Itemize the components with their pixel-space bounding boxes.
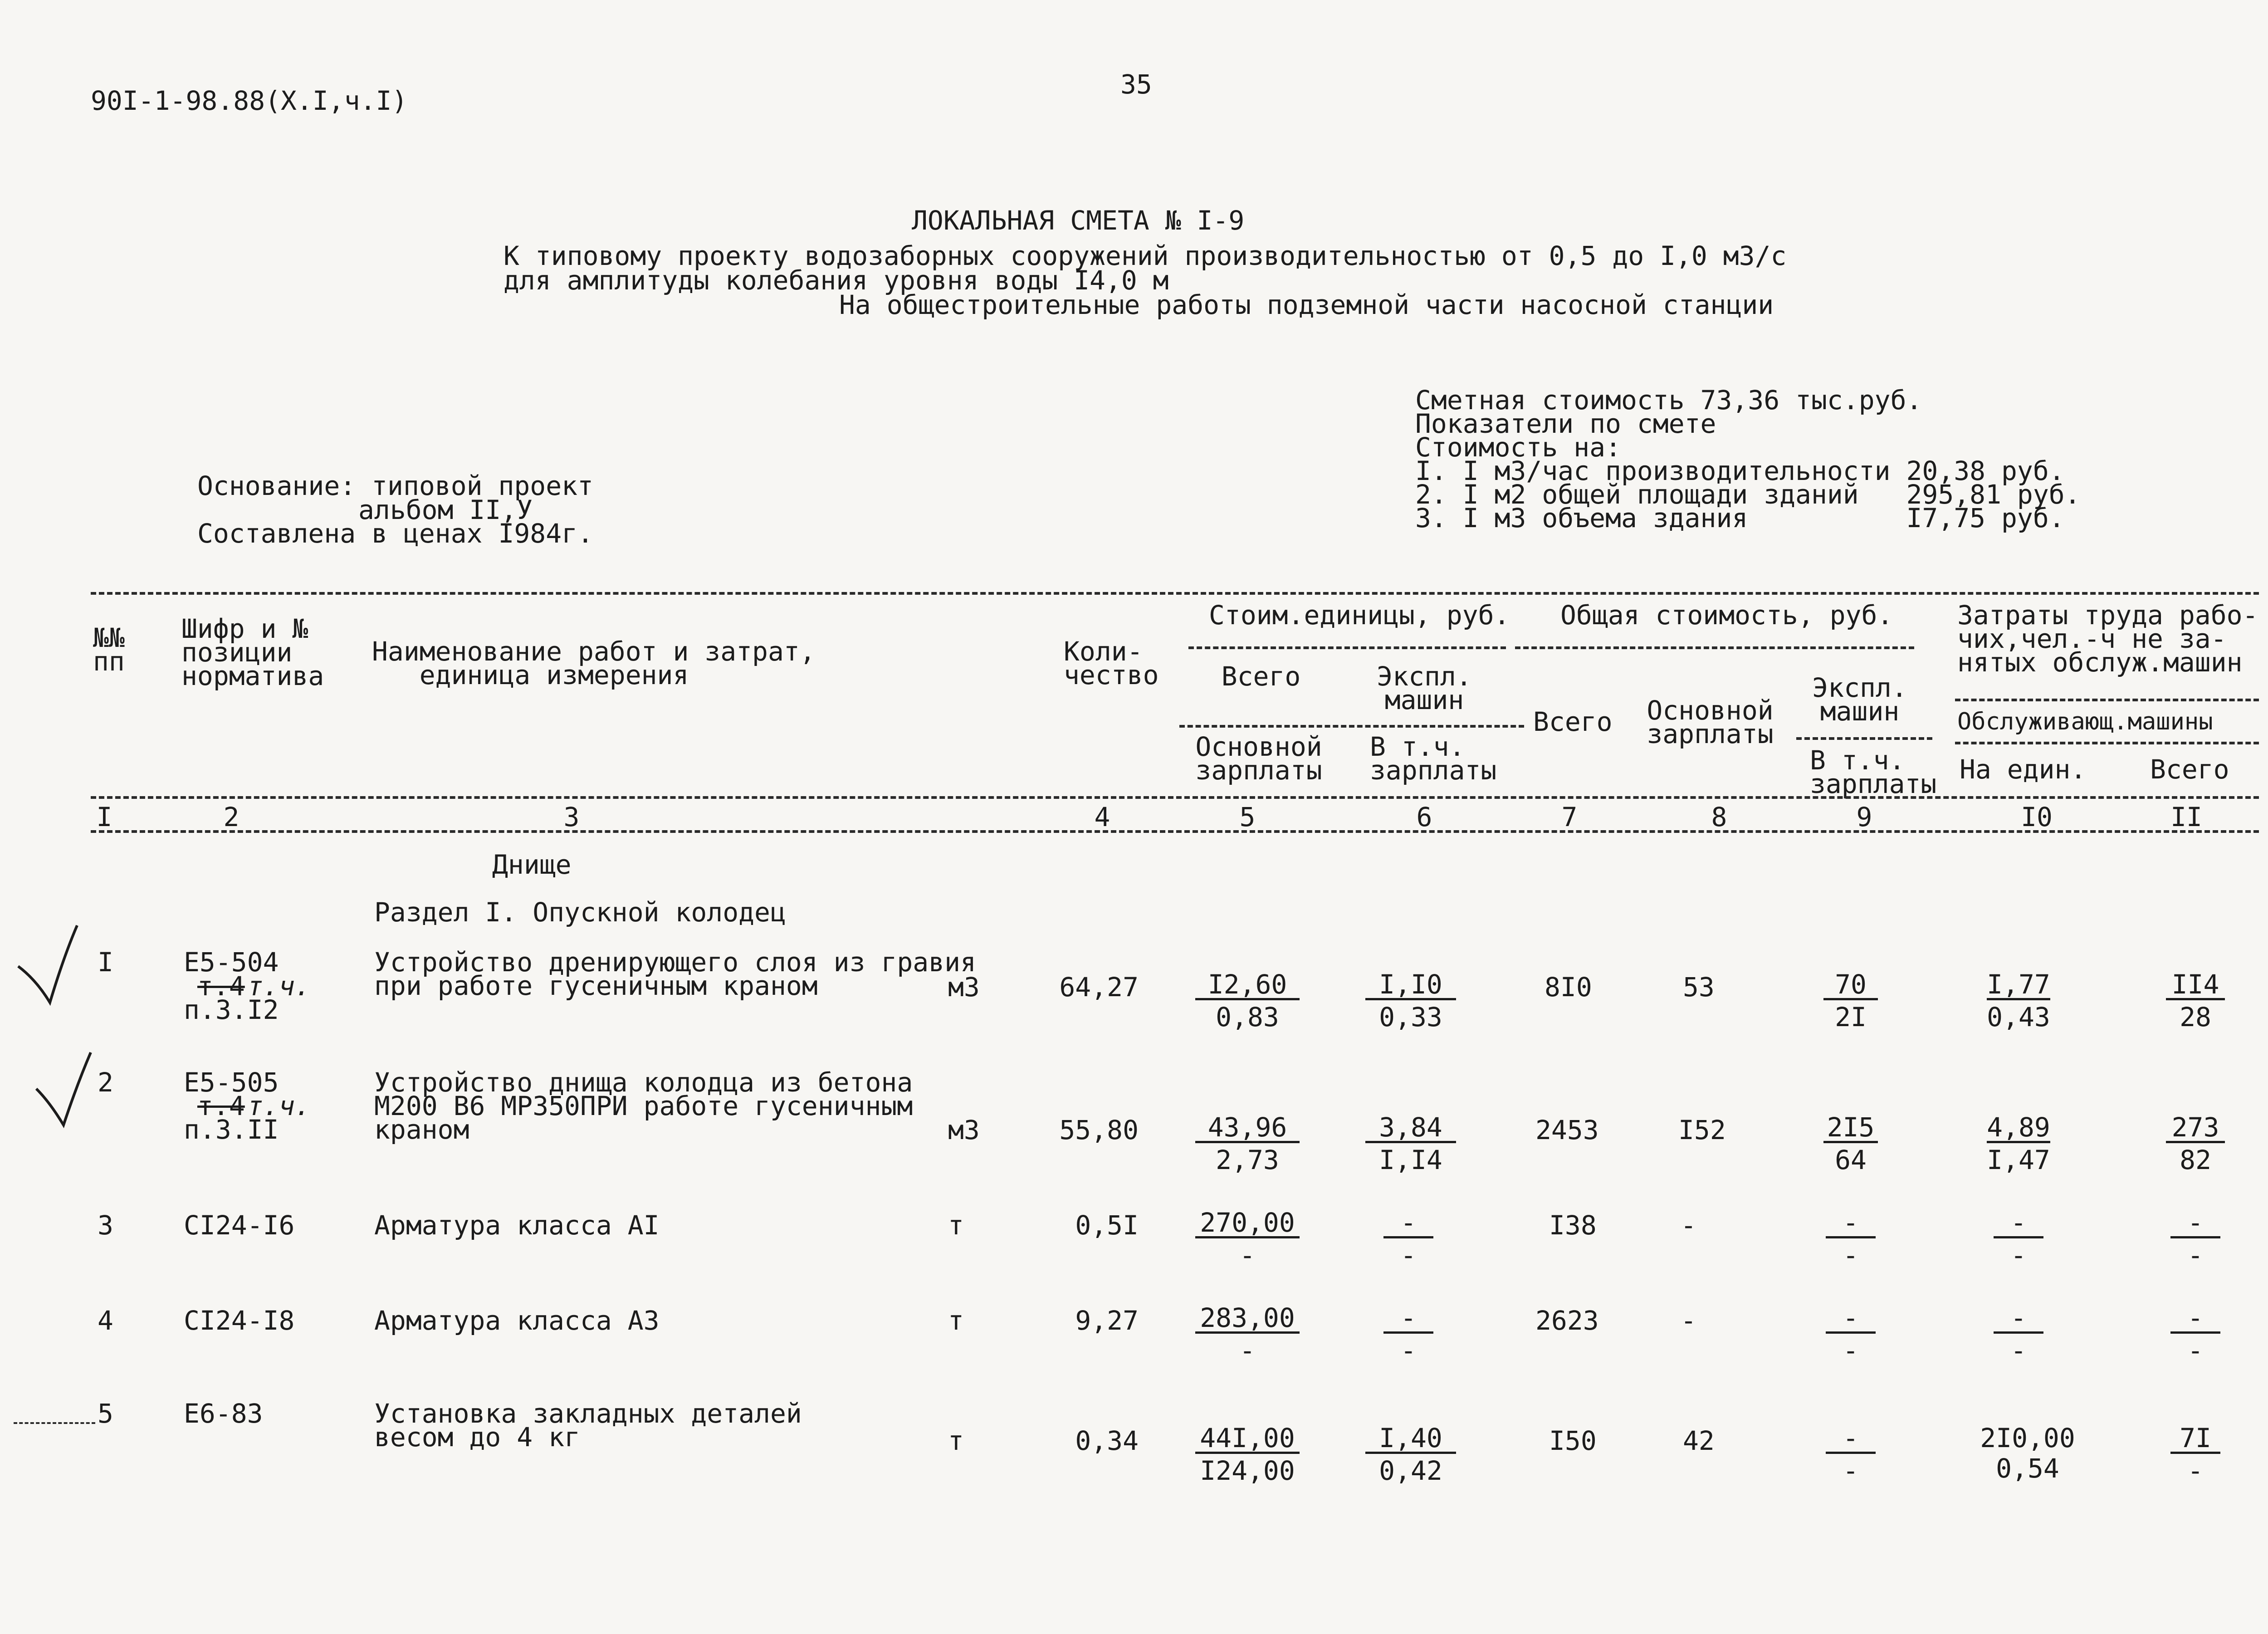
total-cost: I50 [1549,1425,1597,1456]
page-number: 35 [1120,69,1152,100]
estimate-line-3: Стоимость на: [1415,432,1621,463]
col-header-unit-total: Всего [1221,661,1301,692]
row-unit: т [948,1425,964,1456]
col-header-total-machines: Экспл. машин [1812,672,1907,727]
row-code: СI24-I8 [184,1305,295,1336]
row-quantity: 0,34 [1075,1425,1139,1456]
labor-total: - - [2170,1209,2220,1266]
col-header-labor: Затраты труда рабо- чих,чел.-ч не за- нятых обслуж.машин [1957,600,2258,678]
col-header-total-cost: Общая стоимость, руб. [1560,600,1893,631]
labor-per-unit: $\frac{I,77}{0,43}$ [1987,969,2050,1032]
total-machines: - - [1826,1209,1876,1266]
col-number-2: 2 [223,802,240,832]
col-number-6: 6 [1416,802,1432,832]
row-unit: т [948,1305,964,1336]
total-base-salary: I52 [1678,1115,1726,1145]
col-number-11: II [2170,802,2202,832]
row-quantity: 0,5I [1075,1210,1139,1241]
labor-total: $\frac{273}{82}$ [2166,1114,2225,1170]
basis-line-3: Составлена в ценах I984г. [197,518,593,549]
row-code: Е5-504 [184,947,279,978]
unit-cost-total: $\frac{I2,60}{0,83}$ [1195,971,1300,1027]
labor-total: $\frac{II4}{28}$ [2166,971,2225,1027]
col-header-unit-incl-salary: В т.ч. зарплаты [1370,731,1497,786]
labor-per-unit: - - [1994,1209,2043,1266]
labor-per-unit: 2I0,00 0,54 [1980,1423,2075,1484]
labor-per-unit: - - [1994,1304,2043,1361]
total-cost: I38 [1549,1210,1597,1241]
rule-total-cost [1515,646,1914,649]
row-code: Е6-83 [184,1398,263,1429]
col-number-3: 3 [563,802,580,832]
col-number-8: 8 [1711,802,1727,832]
unit-cost-machines: $\frac{I,I0}{0,33}$ [1365,971,1456,1027]
col-number-4: 4 [1094,802,1110,832]
row-code-ref: п.3.I2 [184,994,279,1025]
unit-cost-total: $\frac{44I,00}{I24,00}$ [1195,1424,1300,1481]
section-title: Раздел I. Опускной колодец [374,897,786,928]
col-header-total-all: Всего [1533,706,1613,737]
unit-cost-machines: - - [1383,1304,1433,1361]
basis-line-2: альбом II,У [358,494,533,525]
checkmark-icon [32,1043,104,1134]
estimate-line-1: Сметная стоимость 73,36 тыс.руб. [1415,385,1922,416]
rule-before-col-numbers [91,796,2259,799]
row-unit: т [948,1210,964,1241]
subtitle-line-2: для амплитуды колебания уровня воды I4,0 м [503,265,1169,296]
estimate-line-6: 3. I м3 объема здания I7,75 руб. [1415,503,2065,533]
col-number-7: 7 [1561,802,1578,832]
total-machines: $\frac{70}{2I}$ [1823,971,1878,1027]
col-header-code: Шифр и № позиции норматива [181,613,324,691]
row-quantity: 9,27 [1075,1305,1139,1336]
checkmark-icon [14,916,86,1007]
row-code-ref: п.3.II [184,1114,279,1145]
total-base-salary: - [1681,1305,1696,1336]
row-name: Устройство дренирующего слоя из гравия при работе гусеничным краном [374,947,976,1001]
row-name: Арматура класса А3 [374,1305,660,1336]
estimate-line-4: I. I м3/час производительности 20,38 руб. [1415,455,2065,486]
col-number-1: I [96,802,112,832]
row-name: Установка закладных деталей весом до 4 кг [374,1398,802,1453]
row-code-strike: т.4 [197,1091,245,1121]
col-header-unit-machines: Экспл. машин [1377,661,1472,715]
basis-line-1: Основание: типовой проект [197,470,593,501]
document-title: ЛОКАЛЬНАЯ СМЕТА № I-9 [912,205,1245,236]
total-cost: 8I0 [1545,972,1592,1003]
unit-cost-machines: $\frac{I,40}{0,42}$ [1365,1424,1456,1481]
row-number: I [98,947,113,978]
unit-cost-total: 283,00 - [1195,1304,1300,1361]
total-machines: - - [1826,1424,1876,1481]
row-quantity: 55,80 [1059,1115,1139,1145]
unit-cost-total: $\frac{43,96}{2,73}$ [1195,1114,1300,1170]
labor-total: - - [2170,1304,2220,1361]
row-code: Е5-505 [184,1067,279,1098]
estimate-line-2: Показатели по смете [1415,408,1716,439]
total-cost: 2623 [1535,1305,1599,1336]
total-base-salary: - [1681,1210,1696,1241]
col-header-labor-total: Всего [2150,754,2229,785]
col-number-9: 9 [1856,802,1872,832]
subtitle-line-1: К типовому проекту водозаборных сооружений производительностью от 0,5 до I,0 м3/с [503,240,1787,271]
rule-unit-cost [1188,646,1506,649]
document-code: 90I-1-98.88(X.I,ч.I) [91,85,408,116]
col-header-quantity: Коли- чество [1064,636,1159,690]
row-name: Устройство днища колодца из бетона М200 В6 МРЗ50ПРИ работе гусеничным краном [374,1067,913,1145]
rule-after-col-numbers [91,830,2259,833]
section-heading: Днище [492,849,572,880]
rule-total-sub [1796,737,1932,740]
row-code-note: т.ч. [247,1091,311,1121]
subtitle-line-3: На общестроительные работы подземной части насосной станции [839,289,1774,320]
col-header-number: №№ пп [93,622,125,677]
row-leader-line [14,1422,95,1424]
col-header-labor-per-unit: На един. [1960,754,2087,785]
unit-cost-total: 270,00 - [1195,1209,1300,1266]
unit-cost-machines: - - [1383,1209,1433,1266]
col-header-total-incl-salary: В т.ч. зарплаты [1810,745,1937,799]
rule-labor [1955,699,2259,701]
row-unit: м3 [948,1115,980,1145]
col-header-name: Наименование работ и затрат, единица измерения [372,636,816,690]
total-machines: $\frac{2I5}{64}$ [1823,1114,1878,1170]
labor-total: 7I - [2170,1424,2220,1481]
unit-cost-machines: $\frac{3,84}{I,I4}$ [1365,1114,1456,1170]
row-code: СI24-I6 [184,1210,295,1241]
row-unit: м3 [948,972,980,1003]
row-code-note: т.ч. [247,971,311,1002]
col-header-labor-serving: Обслуживающ.машины [1957,708,2213,735]
row-name: Арматура класса АI [374,1210,660,1241]
row-number: 3 [98,1210,113,1241]
row-code-strike: т.4 [197,971,245,1002]
row-number: 4 [98,1305,113,1336]
total-cost: 2453 [1535,1115,1599,1145]
total-base-salary: 53 [1683,972,1715,1003]
col-header-total-base-salary: Основной зарплаты [1647,695,1774,749]
total-base-salary: 42 [1683,1425,1715,1456]
col-number-5: 5 [1239,802,1256,832]
col-header-unit-base-salary: Основной зарплаты [1195,731,1322,786]
total-machines: - - [1826,1304,1876,1361]
row-quantity: 64,27 [1059,972,1139,1003]
col-header-unit-cost: Стоим.единицы, руб. [1209,600,1510,631]
row-number: 5 [98,1398,113,1429]
table-top-rule [91,592,2259,595]
rule-labor-sub [1955,742,2259,744]
estimate-line-5: 2. I м2 общей площади зданий 295,81 руб. [1415,479,2081,510]
col-number-10: I0 [2021,802,2053,832]
rule-unit-sub [1179,725,1524,728]
row-number: 2 [98,1067,113,1098]
labor-per-unit: $\frac{4,89}{I,47}$ [1987,1112,2050,1175]
